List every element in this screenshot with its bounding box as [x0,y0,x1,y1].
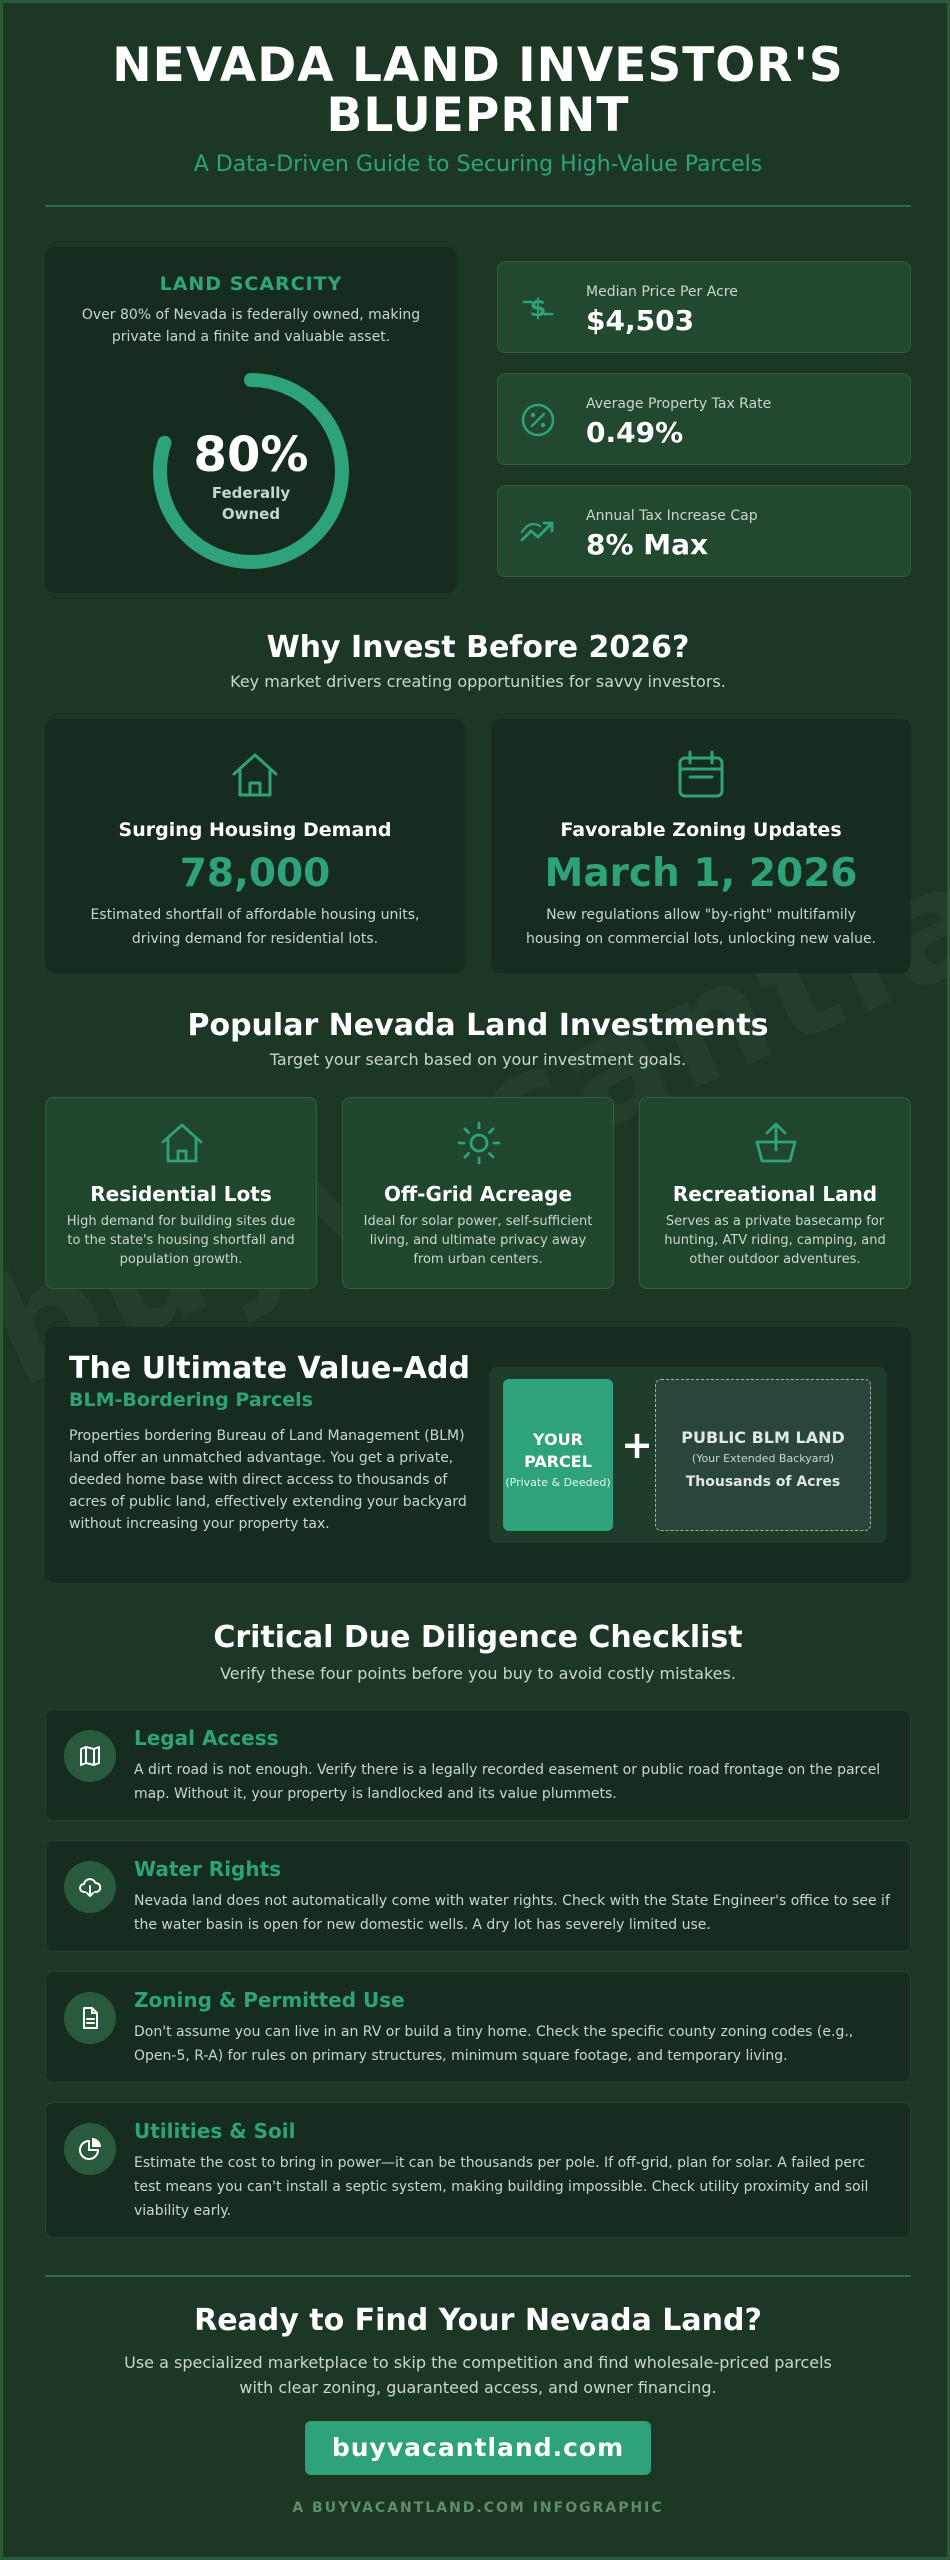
cloud-download-icon [78,1875,102,1899]
driver-card-housing [45,719,465,973]
stat-label: Average Property Tax Rate [586,396,772,412]
checklist-text: Estimate the cost to bring in power—it can be thousands per pole. If off-grid, plan for solar. A failed perc test means you can't install a septic system, making building impossible. Check utility proximity and soil viability early. [134,2155,869,2219]
donut-label: Federally Owned [211,484,291,523]
stat-label: Annual Tax Increase Cap [586,508,758,524]
driver-text: Estimated shortfall of affordable housing units, driving demand for residential lots. [90,907,420,947]
parcel-subtitle: (Private & Deeded) [505,1476,611,1489]
parcel-title: YOUR PARCEL [524,1430,592,1471]
checklist-text: A dirt road is not enough. Verify there is a legally recorded easement or public road frontage on the parcel map. Without it, your property is landlocked and its value plummets. [134,1762,881,1802]
document-icon [78,2006,102,2030]
investment-heading: Residential Lots [90,1182,272,1206]
stat-value: 0.49% [586,416,684,449]
investment-card-off-grid [342,1097,614,1289]
stat-value: $4,503 [586,304,695,337]
popular-title: Popular Nevada Land Investments [187,1008,769,1043]
value-add-panel [45,1327,911,1583]
checklist-icon-bubble [64,1992,116,2044]
scarcity-heading: LAND SCARCITY [159,273,343,295]
dollar-exchange-icon [520,290,556,326]
cta-website-button[interactable]: buyvacantland.com [305,2421,651,2475]
popular-subtitle: Target your search based on your investment goals. [269,1050,687,1069]
page-subtitle: A Data-Driven Guide to Securing High-Value Parcels [193,152,763,177]
svg-text:$: $ [529,294,547,322]
sun-icon [456,1120,502,1166]
percent-badge-icon [520,402,556,438]
stat-card-price [497,261,911,353]
your-parcel-block [503,1379,613,1531]
calendar-icon [675,749,727,801]
house-icon [159,1120,205,1166]
blm-land-block [655,1379,871,1531]
house-icon [229,749,281,801]
checklist-icon-bubble [64,2123,116,2175]
plus-sign: + [621,1423,653,1467]
why-invest-subtitle: Key market drivers creating opportunities for savvy investors. [230,672,726,691]
divider [45,2275,911,2277]
value-add-title: The Ultimate Value-Add [69,1351,470,1386]
scarcity-text: Over 80% of Nevada is federally owned, making private land a finite and valuable asset. [81,307,421,345]
cta-title: Ready to Find Your Nevada Land? [194,2303,762,2338]
investment-text: Ideal for solar power, self-sufficient living, and ultimate privacy away from urban centers. [363,1214,593,1267]
land-scarcity-panel [45,247,457,593]
investment-heading: Off-Grid Acreage [383,1182,573,1206]
checklist-icon-bubble [64,1861,116,1913]
ownership-donut-chart [145,365,357,577]
investment-heading: Recreational Land [672,1182,878,1206]
blm-amount: Thousands of Acres [685,1474,841,1490]
stat-value: 8% Max [586,528,709,561]
investment-text: High demand for building sites due to the state's housing shortfall and population growth. [66,1214,296,1267]
trend-up-icon [520,514,556,550]
stat-card-tax-rate [497,373,911,465]
blm-subtitle: (Your Extended Backyard) [691,1452,835,1465]
pie-chart-icon [78,2137,102,2161]
checklist-item-utilities [45,2102,911,2238]
checklist-heading: Legal Access [134,1726,279,1750]
checklist-subtitle: Verify these four points before you buy to avoid costly mistakes. [220,1664,736,1683]
investment-card-recreational [639,1097,911,1289]
checklist-heading: Zoning & Permitted Use [134,1988,405,2012]
map-signpost-icon [78,1744,102,1768]
investment-text: Serves as a private basecamp for hunting, ATV riding, camping, and other outdoor adventures. [664,1214,886,1267]
driver-figure: March 1, 2026 [544,851,858,896]
driver-heading: Favorable Zoning Updates [560,819,842,841]
driver-card-zoning [491,719,911,973]
checklist-item-water-rights [45,1840,911,1952]
parcel-diagram [489,1367,887,1543]
checklist-item-legal-access [45,1709,911,1821]
driver-figure: 78,000 [179,851,331,896]
donut-percent: 80% [193,427,309,483]
blm-title: PUBLIC BLM LAND [681,1428,845,1447]
value-add-text: Properties bordering Bureau of Land Management (BLM) land offer an unmatched advantage. You get a private, deeded home base with direct access to thousands of acres of public land, effectively extending your backyard without increasing your property tax. [69,1428,467,1532]
footer-credit: A BUYVACANTLAND.COM INFOGRAPHIC [292,2500,664,2516]
title-line-1: NEVADA LAND INVESTOR'S [112,38,844,93]
value-add-subtitle: BLM-Bordering Parcels [69,1389,313,1411]
page-title [3,38,950,143]
checklist-heading: Utilities & Soil [134,2119,296,2143]
cta-text: Use a specialized marketplace to skip the competition and find wholesale-priced parcels with clear zoning, guaranteed access, and owner financing. [124,2353,832,2397]
why-invest-title: Why Invest Before 2026? [266,630,690,665]
checklist-icon-bubble [64,1730,116,1782]
driver-text: New regulations allow "by-right" multifamily housing on commercial lots, unlocking new value. [525,907,877,947]
checklist-heading: Water Rights [134,1857,282,1881]
checklist-item-zoning [45,1971,911,2083]
title-line-2: BLUEPRINT [326,88,630,143]
investment-card-residential [45,1097,317,1289]
checklist-text: Nevada land does not automatically come with water rights. Check with the State Engineer's office to see if the water basin is open for new domestic wells. A dry lot has severely limited use. [134,1893,890,1933]
checklist-text: Don't assume you can live in an RV or build a tiny home. Check the specific county zoning codes (e.g., Open-5, R-A) for rules on primary structures, minimum square footage, and temporary living. [134,2024,854,2064]
stat-card-tax-cap [497,485,911,577]
driver-heading: Surging Housing Demand [118,819,392,841]
stat-label: Median Price Per Acre [586,284,738,300]
divider [45,205,911,207]
checklist-title: Critical Due Diligence Checklist [213,1620,743,1655]
basket-upload-icon [753,1120,799,1166]
